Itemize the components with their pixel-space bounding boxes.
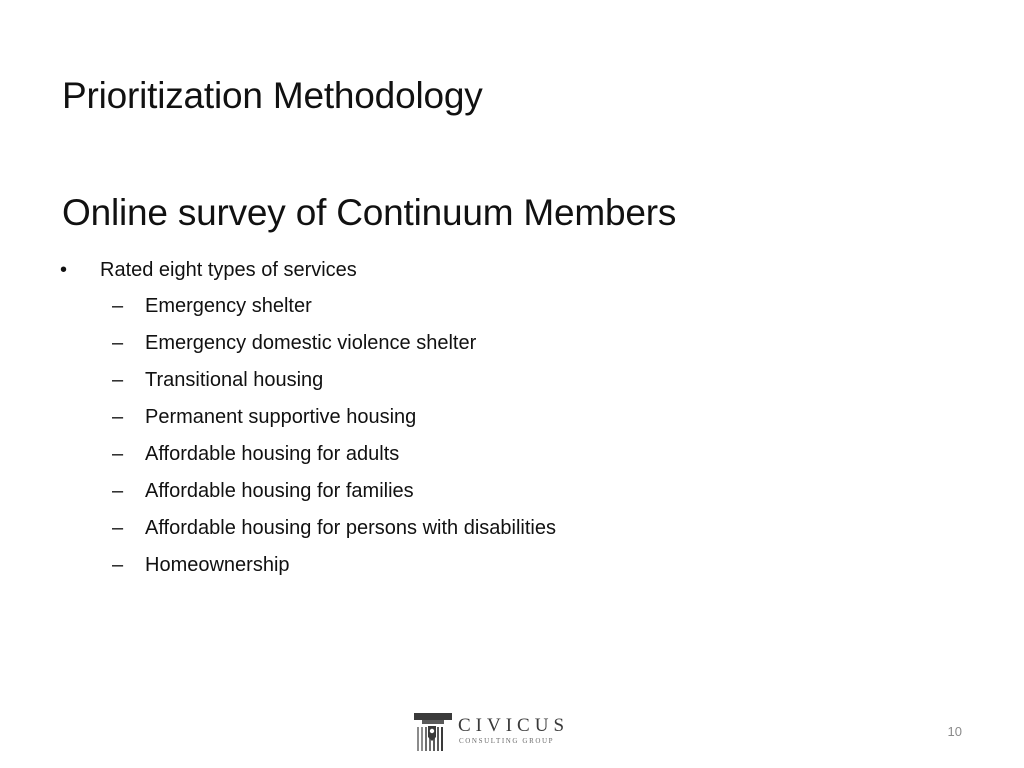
logo-name: CIVICUS xyxy=(458,715,570,736)
dash-marker: – xyxy=(112,369,124,391)
bullet-text: Rated eight types of services xyxy=(100,259,357,281)
list-item xyxy=(60,476,960,513)
slide-subtitle: Online survey of Continuum Members xyxy=(62,192,677,233)
list-item xyxy=(60,291,960,328)
bullet-marker: • xyxy=(60,259,68,281)
dash-marker: – xyxy=(112,295,124,317)
bullet-item xyxy=(60,255,960,285)
list-item xyxy=(60,402,960,439)
list-item xyxy=(60,439,960,476)
service-types-list xyxy=(60,291,960,587)
list-item-text: Affordable housing for adults xyxy=(145,443,400,465)
bullet-list xyxy=(60,255,960,587)
dash-marker: – xyxy=(112,332,124,354)
dash-marker: – xyxy=(112,406,124,428)
list-item-text: Emergency domestic violence shelter xyxy=(145,332,477,354)
dash-marker: – xyxy=(112,517,124,539)
column-pillar-icon xyxy=(414,713,452,751)
list-item xyxy=(60,365,960,402)
list-item xyxy=(60,328,960,365)
logo-tagline: CONSULTING GROUP xyxy=(459,737,555,745)
list-item xyxy=(60,513,960,550)
list-item-text: Transitional housing xyxy=(145,369,324,391)
list-item-text: Affordable housing for families xyxy=(145,480,414,502)
list-item xyxy=(60,550,960,587)
slide-title: Prioritization Methodology xyxy=(62,75,483,116)
list-item-text: Permanent supportive housing xyxy=(145,406,417,428)
civicus-logo xyxy=(414,713,569,753)
list-item-text: Emergency shelter xyxy=(145,295,312,317)
list-item-text: Homeownership xyxy=(145,554,290,576)
page-number: 10 xyxy=(947,724,962,739)
dash-marker: – xyxy=(112,554,124,576)
dash-marker: – xyxy=(112,480,124,502)
dash-marker: – xyxy=(112,443,124,465)
list-item-text: Affordable housing for persons with disabilities xyxy=(145,517,556,539)
